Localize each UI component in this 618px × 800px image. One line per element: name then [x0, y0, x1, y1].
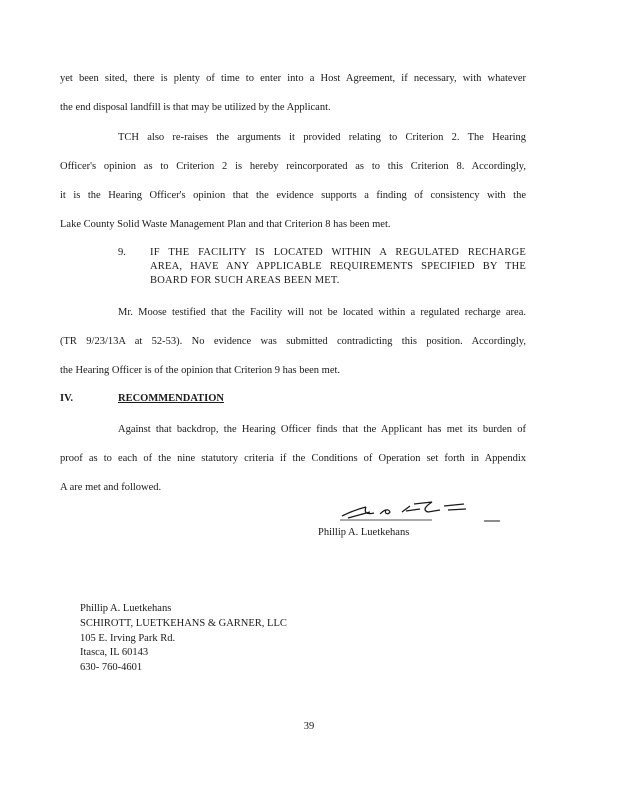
paragraph-line: Lake County Solid Waste Management Plan and that Criterion 8 has been met. — [60, 219, 391, 230]
paragraph-line: (TR 9/23/13A at 52-53). No evidence was submitted contradicting this position. Accordingly, — [60, 336, 526, 347]
paragraph-line: A are met and followed. — [60, 482, 162, 493]
paragraph-line: TCH also re-raises the arguments it provided relating to Criterion 2. The Hearing — [118, 132, 526, 143]
address-name: Phillip A. Luetkehans — [80, 603, 172, 614]
address-city: Itasca, IL 60143 — [80, 647, 149, 658]
paragraph-line: the end disposal landfill is that may be utilized by the Applicant. — [60, 102, 331, 113]
paragraph-line: the Hearing Officer is of the opinion that Criterion 9 has been met. — [60, 365, 341, 376]
page-number: 39 — [303, 721, 315, 732]
paragraph-line: proof as to each of the nine statutory criteria if the Conditions of Operation set forth in Appendix — [60, 453, 526, 464]
section-number: IV. — [60, 393, 73, 404]
criterion-heading-line: AREA, HAVE ANY APPLICABLE REQUIREMENTS SPECIFIED BY THE — [150, 261, 526, 272]
section-title: RECOMMENDATION — [118, 393, 224, 404]
paragraph-line: Officer's opinion as to Criterion 2 is hereby reincorporated as to this Criterion 8. Accordingly, — [60, 161, 526, 172]
criterion-number: 9. — [118, 247, 126, 258]
paragraph-line: it is the Hearing Officer's opinion that the evidence supports a finding of consistency with the — [60, 190, 526, 201]
paragraph-line: yet been sited, there is plenty of time to enter into a Host Agreement, if necessary, with whatever — [60, 73, 526, 84]
handwritten-signature — [336, 492, 504, 522]
paragraph-line: Mr. Moose testified that the Facility will not be located within a regulated recharge area. — [118, 307, 526, 318]
address-phone: 630- 760-4601 — [80, 662, 143, 673]
criterion-heading-line: IF THE FACILITY IS LOCATED WITHIN A REGULATED RECHARGE — [150, 247, 526, 258]
address-firm: SCHIROTT, LUETKEHANS & GARNER, LLC — [80, 618, 287, 629]
paragraph-line: Against that backdrop, the Hearing Officer finds that the Applicant has met its burden of — [118, 424, 526, 435]
criterion-heading-line: BOARD FOR SUCH AREAS BEEN MET. — [150, 275, 340, 286]
signature-name: Phillip A. Luetkehans — [318, 527, 410, 538]
address-street: 105 E. Irving Park Rd. — [80, 633, 176, 644]
